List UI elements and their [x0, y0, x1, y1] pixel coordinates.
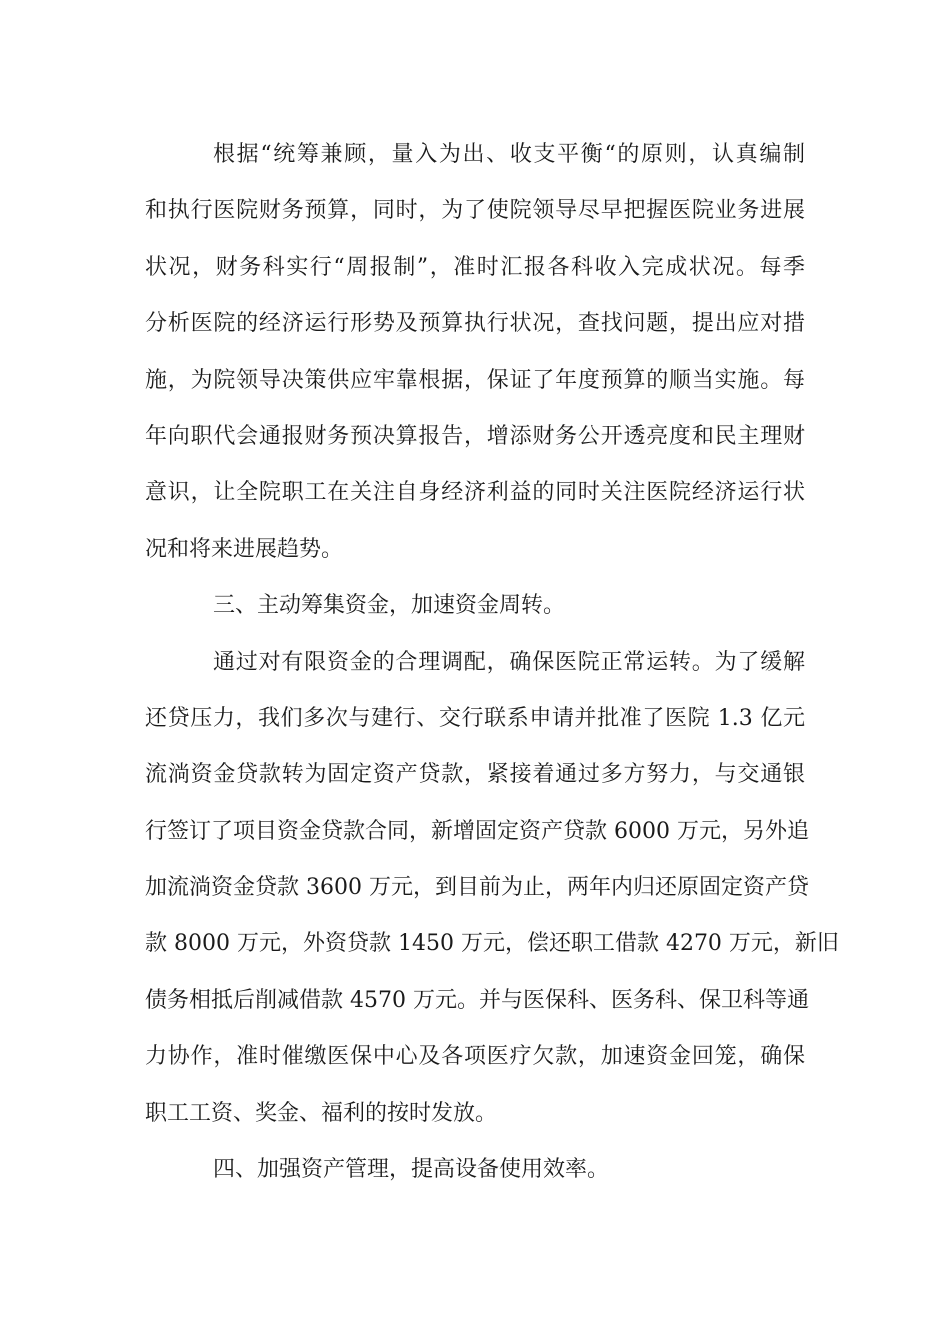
paragraph-line: 通过对有限资金的合理调配，确保医院正常运转。为了缓解: [213, 649, 805, 675]
paragraph-line: 分析医院的经济运行形势及预算执行状况，查找问题，提出应对措: [145, 311, 805, 337]
paragraph-line: 加流淌资金贷款 3600 万元，到目前为止，两年内归还原固定资产贷: [145, 875, 809, 901]
paragraph-line: 款 8000 万元，外资贷款 1450 万元，偿还职工借款 4270 万元，新旧: [145, 931, 839, 957]
paragraph-budget: [145, 127, 805, 578]
document-body: [145, 127, 839, 1198]
paragraph-line: 况和将来进展趋势。: [145, 536, 344, 562]
paragraph-line: 和执行医院财务预算，同时，为了使院领导尽早把握医院业务进展: [145, 198, 805, 224]
heading-line: 四、加强资产管理，提高设备使用效率。: [213, 1157, 610, 1183]
section-heading-4: [145, 1142, 805, 1198]
paragraph-line: 职工工资、奖金、福利的按时发放。: [145, 1100, 498, 1126]
paragraph-line: 施，为院领导决策供应牢靠根据，保证了年度预算的顺当实施。每: [145, 367, 805, 393]
paragraph-line: 流淌资金贷款转为固定资产贷款，紧接着通过多方努力，与交通银: [145, 762, 805, 788]
paragraph-line: 状况，财务科实行“周报制”，准时汇报各科收入完成状况。每季: [145, 254, 805, 280]
paragraph-line: 意识，让全院职工在关注自身经济利益的同时关注医院经济运行状: [145, 480, 805, 506]
heading-line: 三、主动筹集资金，加速资金周转。: [213, 593, 566, 619]
section-heading-3: [145, 578, 805, 634]
paragraph-line: 根据“统筹兼顾，量入为出、收支平衡“的原则，认真编制: [213, 142, 805, 167]
paragraph-line: 力协作，准时催缴医保中心及各项医疗欠款，加速资金回笼，确保: [145, 1044, 805, 1070]
paragraph-line: 债务相抵后削减借款 4570 万元。并与医保科、医务科、保卫科等通: [145, 987, 809, 1013]
paragraph-funds: [145, 635, 839, 1143]
paragraph-line: 年向职代会通报财务预决算报告，增添财务公开透亮度和民主理财: [145, 423, 805, 449]
paragraph-line: 还贷压力，我们多次与建行、交行联系申请并批准了医院 1.3 亿元: [145, 705, 805, 731]
paragraph-line: 行签订了项目资金贷款合同，新增固定资产贷款 6000 万元，另外追: [145, 818, 809, 844]
